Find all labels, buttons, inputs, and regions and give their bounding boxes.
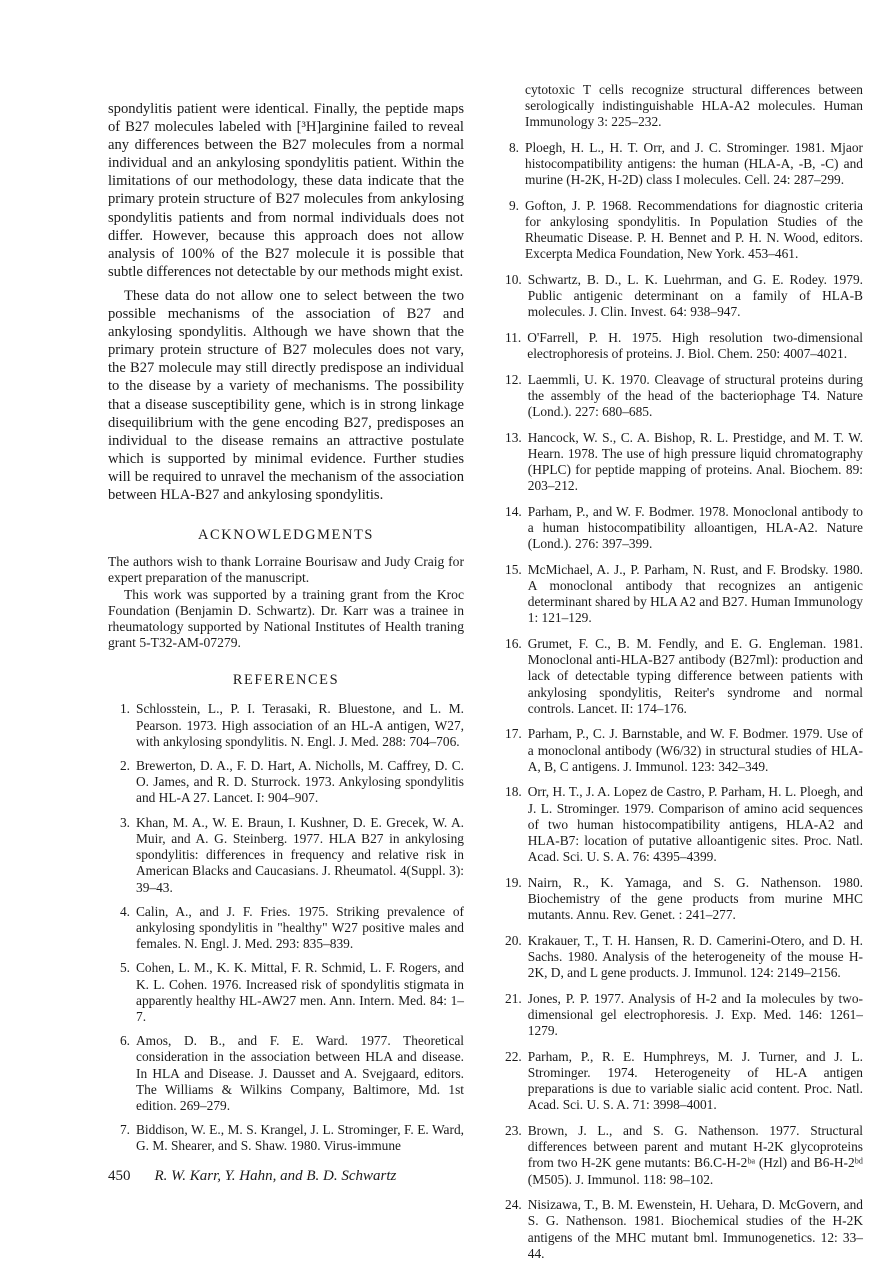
reference-number: 8. — [508, 139, 519, 155]
reference-number: 16. — [505, 636, 522, 652]
reference-text: Gofton, J. P. 1968. Recommendations for diagnostic criteria for ankylosing spondylitis. In Population Studies of the Rheumatic Disease. P. H. Bennet and P. H. N. Wood, editors. Excerpta Medica Foundation, New York. 453–461. — [525, 197, 863, 262]
reference-item — [505, 198, 863, 263]
reference-number: 21. — [505, 990, 522, 1006]
reference-text: Calin, A., and J. F. Fries. 1975. Striking prevalence of ankylosing spondylitis in "healthy" W27 positive males and females. N. Engl. J. Med. 293: 835–839. — [136, 903, 464, 952]
reference-item — [505, 1049, 863, 1114]
running-head: R. W. Karr, Y. Hahn, and B. D. Schwartz — [154, 1168, 397, 1184]
reference-text: O'Farrell, P. H. 1975. High resolution two-dimensional electrophoresis of proteins. J. Biol. Chem. 250: 4007–4021. — [527, 329, 863, 362]
body-paragraph-1: spondylitis patient were identical. Finally, the peptide maps of B27 molecules labeled with [³H]arginine failed to reveal any differences between the B27 molecules from a normal individual and an ankylosing spondylitis patient. Within the limitations of our methodology, these data indicate that the primary protein structure of B27 molecules from ankylosing spondylitis patients and from normal individuals does not differ. However, because this approach does not allow analysis of 100% of the B27 molecule it is possible that subtle differences not detectable by our methods might exist. — [108, 101, 464, 280]
reference-text: Biddison, W. E., M. S. Krangel, J. L. Strominger, F. E. Ward, G. M. Shearer, and S. Shaw. 1980. Virus-immune — [136, 1122, 464, 1154]
reference-text: Nisizawa, T., B. M. Ewenstein, H. Uehara, D. McGovern, and S. G. Nathenson. 1981. Biochemical studies of the H-2K antigens of the MHC mutant bml. Immunogenetics. 12: 33–44. — [527, 1197, 863, 1261]
reference-text: Schwartz, B. D., L. K. Luehrman, and G. E. Rodey. 1979. Public antigenic determinant on a family of HLA-B molecules. J. Clin. Invest. 64: 938–947. — [527, 271, 863, 320]
reference-item — [108, 758, 464, 807]
reference-item — [505, 933, 863, 982]
reference-item — [108, 1033, 464, 1114]
page-number: 450 — [108, 1168, 131, 1184]
reference-number: 19. — [505, 874, 522, 890]
references-heading: REFERENCES — [232, 672, 340, 689]
reference-number: 1. — [119, 701, 130, 717]
reference-number: 9. — [508, 197, 519, 213]
reference-item — [505, 430, 863, 495]
page-footer — [108, 1168, 396, 1185]
reference-text: Brewerton, D. A., F. D. Hart, A. Nicholls, M. Caffrey, D. C. O. James, and R. D. Sturrock. 1973. Ankylosing spondylitis and HL-A 27. Lancet. I: 904–907. — [136, 758, 464, 806]
reference-item — [108, 815, 464, 896]
reference-text: Ploegh, H. L., H. T. Orr, and J. C. Strominger. 1981. Mjaor histocompatibility antigens: the human (HLA-A, -B, -C) and murine (H-2K, H-2D) class I molecules. Cell. 24: 287–299. — [525, 139, 863, 188]
reference-text: Parham, P., C. J. Barnstable, and W. F. Bodmer. 1979. Use of a monoclonal antibody (W6/32) in structural studies of HLA-A, B, C antigens. J. Immunol. 123: 342–349. — [527, 726, 863, 774]
reference-text: Amos, D. B., and F. E. Ward. 1977. Theoretical consideration in the association between HLA and disease. In HLA and Disease. J. Dausset and A. Svejgaard, editors. The Williams & Wilkins Company, Baltimore, Md. 1st edition. 269–279. — [136, 1033, 464, 1113]
reference-number: 15. — [505, 561, 522, 577]
body-paragraph-2: These data do not allow one to select between the two possible mechanisms of the association of B27 and ankylosing spondylitis. Although we have shown that the primary protein structure of B27 molecules does not vary, the B27 molecule may still directly predispose an individual to the disease by a variety of mechanisms. The possibility that a disease susceptibility gene, which is in strong linkage disequilibrium with the gene encoding B27, predisposes an individual to the disease remains an attractive postulate which is supported by minimal evidence. Further studies will be required to unravel the mechanism of the association between HLA-B27 and ankylosing spondylitis. — [108, 287, 464, 503]
right-column — [505, 82, 863, 1271]
reference-number: 3. — [119, 814, 130, 830]
reference-7-continued: cytotoxic T cells recognize structural differences between serologically indistinguishable HLA-A2 molecules. Human Immunology 3: 225–232. — [525, 82, 863, 130]
reference-item — [505, 140, 863, 189]
reference-item — [505, 784, 863, 865]
reference-text: Brown, J. L., and S. G. Nathenson. 1977. Structural differences between parent and mutant H-2K glycoproteins from two H-2K gene mutants: B6.C-H-2ᵇᵃ (Hzl) and B6-H-2ᵇᵈ (M505). J. Immunol. 118: 98–102. — [527, 1123, 863, 1187]
reference-text: Khan, M. A., W. E. Braun, I. Kushner, D. E. Grecek, W. A. Muir, and A. G. Steinberg. 1977. HLA B27 in ankylosing spondylitis: differences in frequency and relative risk in American Blacks and Caucasians. J. Rheumatol. 4(Suppl. 3): 39–43. — [136, 814, 464, 895]
reference-text: Orr, H. T., J. A. Lopez de Castro, P. Parham, H. L. Ploegh, and J. L. Strominger. 1979. Comparison of amino acid sequences of two human histocompatibility antigens, HLA-A2 and HLA-B7: location of putative alloantigenic sites. Proc. Natl. Acad. Sci. U. S. A. 76: 4395–4399. — [527, 784, 863, 865]
reference-number: 18. — [505, 784, 522, 800]
reference-item — [505, 504, 863, 553]
reference-text: Hancock, W. S., C. A. Bishop, R. L. Prestidge, and M. T. W. Hearn. 1978. The use of high pressure liquid chromatography (HPLC) for peptide mapping of proteins. Anal. Biochem. 89: 203–212. — [527, 429, 863, 494]
reference-text: Grumet, F. C., B. M. Fendly, and E. G. Engleman. 1981. Monoclonal anti-HLA-B27 antibody (B27ml): production and lack of detectable typing difference between patients with ankylosing spondylitis, Reiter's syndrome and normal controls. Lancet. II: 174–176. — [527, 636, 863, 716]
reference-item — [108, 960, 464, 1025]
reference-item — [505, 330, 863, 362]
reference-item — [108, 1122, 464, 1154]
reference-item — [505, 272, 863, 321]
reference-number: 23. — [505, 1123, 522, 1139]
reference-item — [505, 875, 863, 924]
reference-number: 10. — [505, 271, 522, 287]
reference-text: McMichael, A. J., P. Parham, N. Rust, and F. Brodsky. 1980. A monoclonal antibody that recognizes an antigenic determinant shared by HLA A2 and B27. Human Immunology 1: 121–129. — [527, 561, 863, 626]
reference-text: Parham, P., R. E. Humphreys, M. J. Turner, and J. L. Strominger. 1974. Heterogeneity of HL-A antigen preparations is due to variable sialic acid content. Proc. Natl. Acad. Sci. U. S. A. 71: 3998–4001. — [527, 1048, 863, 1113]
acknowledgments-section — [108, 554, 464, 651]
reference-item — [505, 1197, 863, 1262]
reference-number: 2. — [119, 758, 130, 774]
acknowledgments-paragraph-1: The authors wish to thank Lorraine Bourisaw and Judy Craig for expert preparation of the manuscript. — [108, 554, 464, 586]
reference-item — [505, 991, 863, 1040]
reference-number: 7. — [119, 1122, 130, 1138]
reference-number: 6. — [119, 1033, 130, 1049]
acknowledgments-heading: ACKNOWLEDGMENTS — [198, 527, 374, 544]
reference-number: 17. — [505, 726, 522, 742]
reference-number: 14. — [505, 503, 522, 519]
reference-number: 5. — [119, 960, 130, 976]
reference-item — [505, 372, 863, 421]
reference-item — [108, 701, 464, 750]
reference-item — [108, 904, 464, 953]
references-list-left — [108, 701, 464, 1154]
reference-item — [505, 636, 863, 717]
reference-text: Jones, P. P. 1977. Analysis of H-2 and Ia molecules by two-dimensional gel electrophoresis. J. Exp. Med. 146: 1261–1279. — [527, 990, 863, 1039]
reference-text: Krakauer, T., T. H. Hansen, R. D. Camerini-Otero, and D. H. Sachs. 1980. Analysis of the heterogeneity of the mouse H-2K, D, and L gene products. J. Immunol. 124: 2149–2156. — [527, 932, 863, 981]
reference-number: 13. — [505, 429, 522, 445]
reference-number: 20. — [505, 932, 522, 948]
reference-text: Cohen, L. M., K. K. Mittal, F. R. Schmid, L. F. Rogers, and K. L. Cohen. 1976. Increased risk of spondylitis stigmata in apparently healthy HL-AW27 men. Ann. Intern. Med. 84: 1–7. — [136, 960, 464, 1024]
reference-text: Schlosstein, L., P. I. Terasaki, R. Bluestone, and L. M. Pearson. 1973. High association of an HL-A antigen, W27, with ankylosing spondylitis. N. Engl. J. Med. 288: 704–706. — [136, 701, 464, 749]
reference-text: Parham, P., and W. F. Bodmer. 1978. Monoclonal antibody to a human histocompatibility alloantigen, HLA-A2. Nature (Lond.). 276: 397–399. — [527, 503, 863, 552]
reference-item — [505, 562, 863, 627]
reference-number: 22. — [505, 1048, 522, 1064]
reference-text: Laemmli, U. K. 1970. Cleavage of structural proteins during the assembly of the head of the bacteriophage T4. Nature (Lond.). 227: 680–685. — [527, 371, 863, 420]
reference-number: 4. — [119, 903, 130, 919]
reference-item — [505, 726, 863, 775]
reference-text: Nairn, R., K. Yamaga, and S. G. Nathenson. 1980. Biochemistry of the gene products from murine MHC mutants. Annu. Rev. Genet. : 241–277. — [527, 874, 863, 923]
reference-number: 24. — [505, 1197, 522, 1213]
acknowledgments-paragraph-2: This work was supported by a training grant from the Kroc Foundation (Benjamin D. Schwartz). Dr. Karr was a trainee in rheumatology supported by National Institutes of Health traning grant 5-T32-AM-07279. — [108, 586, 464, 651]
reference-number: 11. — [505, 329, 522, 345]
reference-item — [505, 1123, 863, 1188]
reference-number: 12. — [505, 371, 522, 387]
left-column — [108, 100, 464, 1163]
